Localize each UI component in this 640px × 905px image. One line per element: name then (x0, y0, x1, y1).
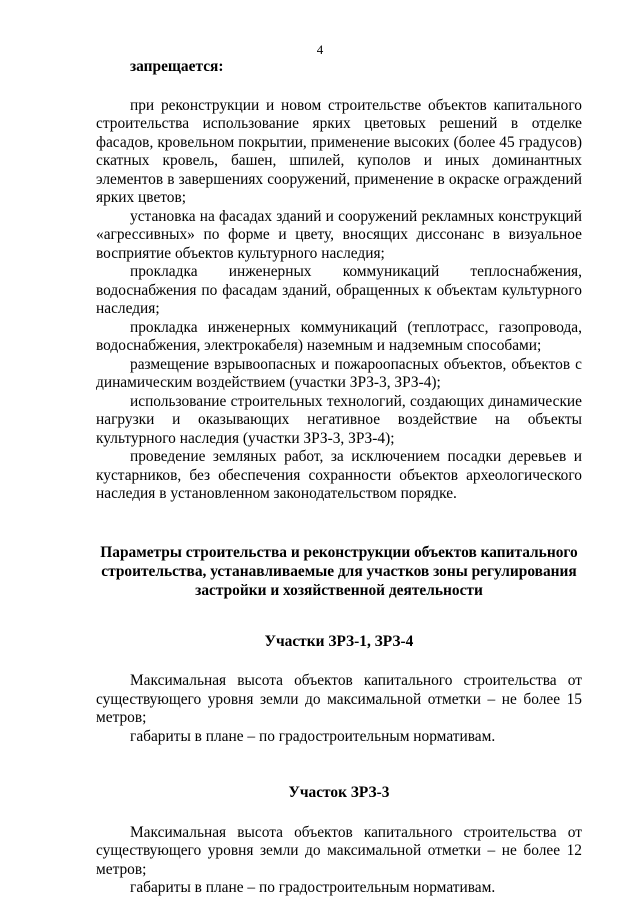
zone-heading: Участки ЗРЗ-1, ЗРЗ-4 (264, 632, 414, 650)
prohibition-item: размещение взрывоопасных и пожароопасных объектов, объектов с динамическим воздействием (участки ЗРЗ-3, ЗРЗ-4); (96, 355, 582, 391)
prohibition-item: при реконструкции и новом строительстве объектов капитального строительства использование ярких цветовых решений в отделке фасадов, кровельном покрытии, применение высоких (более 45 градусов) скатных кровель, башен, шпилей, куполов и иных доминантных элементов в завершениях сооружений, применение в окраске ограждений ярких цветов; (96, 96, 582, 206)
zone-height-limit: Максимальная высота объектов капитального строительства от существующего уровня земли до максимальной отметки – не более 15 метров; (96, 672, 582, 726)
zone-plan-dimensions: габариты в плане – по градостроительным нормативам. (130, 879, 496, 896)
zone-body (96, 672, 582, 746)
prohibition-item: использование строительных технологий, создающих динамические нагрузки и оказывающих негативное воздействие на объекты культурного наследия (участки ЗРЗ-3, ЗРЗ-4); (96, 392, 582, 447)
zone-section (96, 633, 582, 747)
section-heading: Параметры строительства и реконструкции объектов капитального строительства, устанавливаемые для участков зоны регулирования застройки и хозяйственной деятельности (100, 543, 578, 599)
prohibition-list (96, 97, 582, 504)
zone-body (96, 824, 582, 898)
prohibition-item: проведение земляных работ, за исключением посадки деревьев и кустарников, без обеспечения сохранности объектов археологического наследия в установленном законодательством порядке. (96, 448, 582, 502)
zone-heading: Участок ЗРЗ-3 (288, 784, 390, 801)
page-number: 4 (316, 42, 324, 57)
prohibition-item: прокладка инженерных коммуникаций (теплотрасс, газопровода, водоснабжения, электрокабеля) наземным и надземным способами; (96, 318, 582, 354)
prohibition-item: прокладка инженерных коммуникаций теплоснабжения, водоснабжения по фасадам зданий, обращенных к объектам культурного наследия; (96, 263, 582, 317)
document-body (96, 58, 582, 898)
zone-plan-dimensions: габариты в плане – по градостроительным нормативам. (130, 727, 496, 745)
prohibition-item: установка на фасадах зданий и сооружений рекламных конструкций «агрессивных» по форме и цвету, вносящих диссонанс в визуальное восприятие объектов культурного наследия; (96, 207, 582, 262)
zone-height-limit: Максимальная высота объектов капитального строительства от существующего уровня земли до максимальной отметки – не более 12 метров; (96, 823, 582, 878)
prohibition-intro: запрещается: (130, 58, 224, 75)
zone-section (96, 784, 582, 898)
